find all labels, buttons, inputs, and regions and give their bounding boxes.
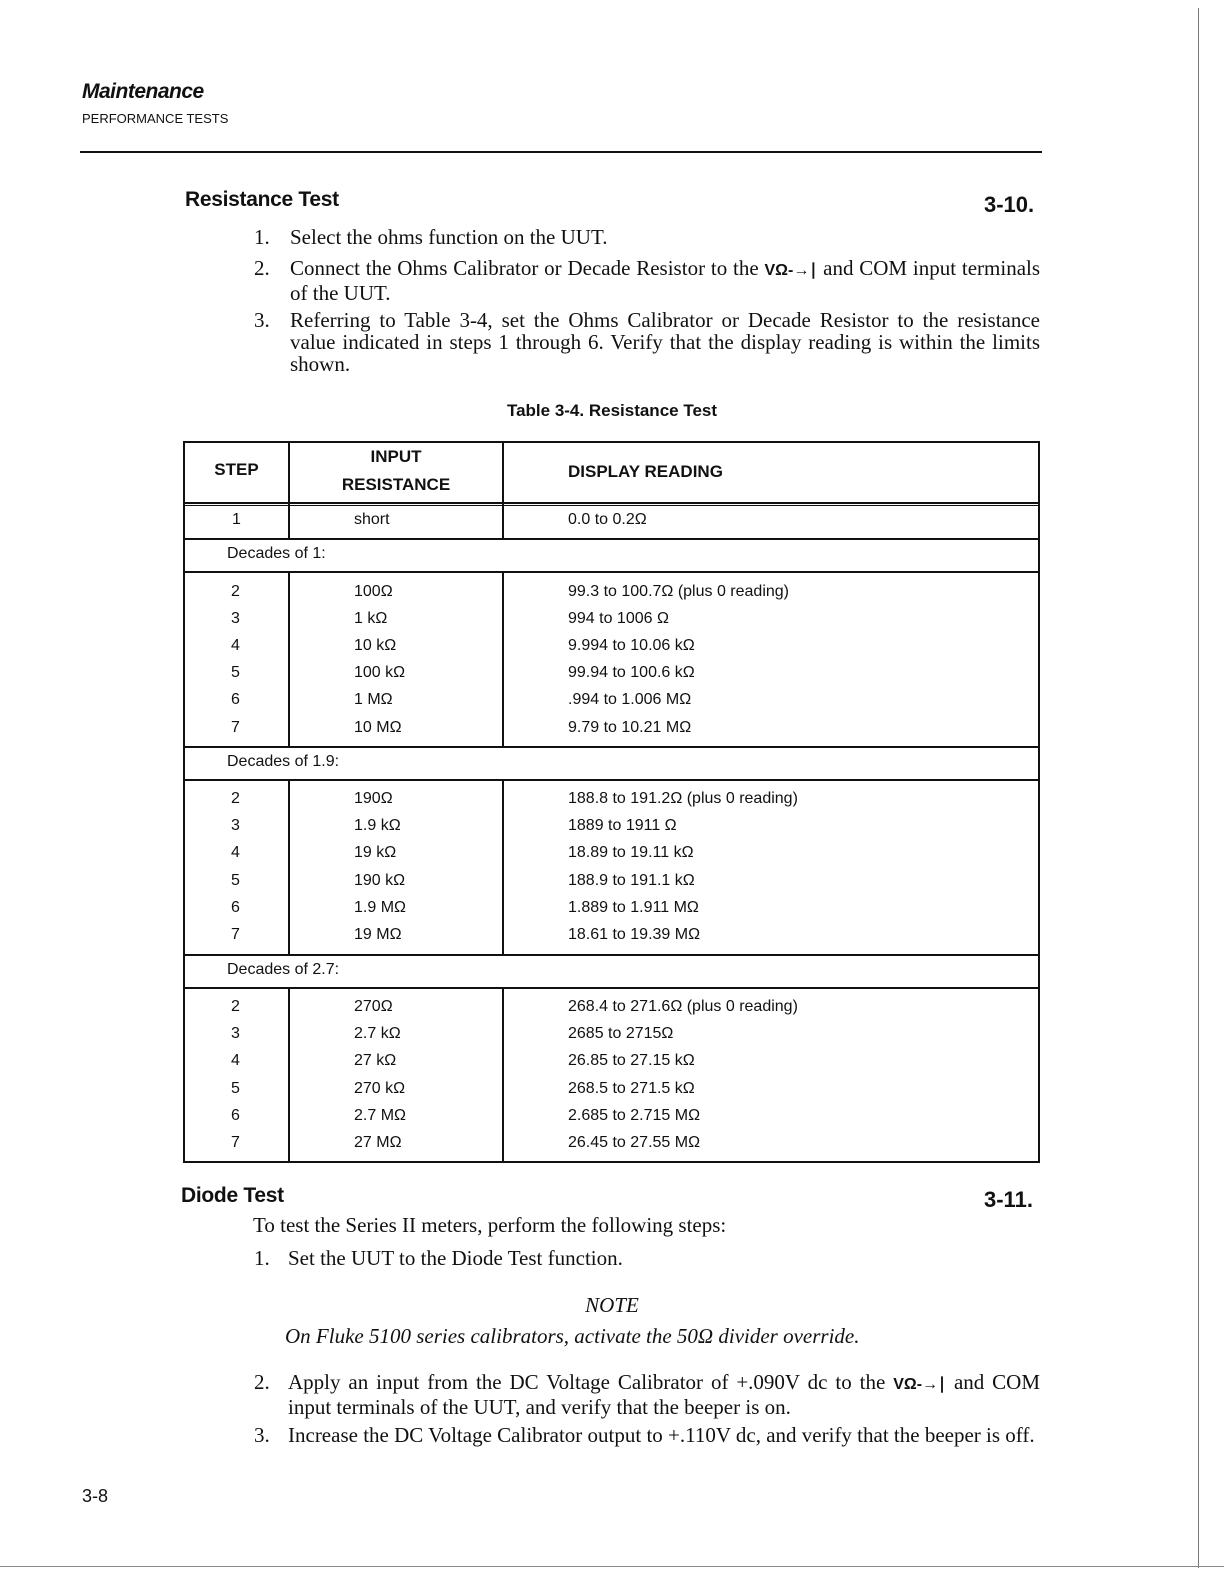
- table-cell-step: 6: [231, 1107, 240, 1124]
- table-col-rule: [502, 441, 504, 538]
- row-1-display: 0.0 to 0.2Ω: [568, 511, 647, 528]
- table-col-rule: [288, 987, 290, 1161]
- table-rule: [183, 538, 1040, 540]
- table-cell-input: 270 kΩ: [354, 1080, 406, 1097]
- table-cell-step: 7: [231, 926, 240, 943]
- table-cell-step: 2: [231, 583, 240, 600]
- table-border-left: [183, 441, 185, 1163]
- section-number-diode: 3-11.: [984, 1187, 1033, 1212]
- table-cell-display: 994 to 1006 Ω: [568, 610, 669, 627]
- step-number: 3.: [254, 308, 270, 332]
- step-number: 2.: [254, 256, 270, 280]
- step-text: Set the UUT to the Diode Test function.: [288, 1246, 623, 1270]
- section-number-resistance: 3-10.: [984, 192, 1035, 217]
- table-cell-input: 19 MΩ: [354, 926, 402, 943]
- table-cell-input: 10 kΩ: [354, 637, 397, 654]
- resistance-step-1: [254, 226, 1044, 250]
- table-cell-step: 4: [231, 1052, 240, 1069]
- table-cell-step: 4: [231, 844, 240, 861]
- table-cell-step: 3: [231, 610, 240, 627]
- table-cell-input: 2.7 kΩ: [354, 1025, 401, 1042]
- table-rule: [183, 571, 1040, 573]
- table-col-rule: [502, 571, 504, 746]
- table-col-rule: [502, 987, 504, 1161]
- table-col-rule: [502, 779, 504, 954]
- note-title: NOTE: [585, 1293, 639, 1317]
- page-edge-rule: [1198, 8, 1199, 1568]
- table-cell-display: .994 to 1.006 MΩ: [568, 691, 692, 708]
- table-cell-display: 268.4 to 271.6Ω (plus 0 reading): [568, 998, 798, 1015]
- table-cell-display: 188.9 to 191.1 kΩ: [568, 872, 695, 889]
- table-cell-step: 2: [231, 998, 240, 1015]
- table-cell-input: 19 kΩ: [354, 844, 397, 861]
- table-cell-input: 1 MΩ: [354, 691, 393, 708]
- table-cell-input: 27 MΩ: [354, 1134, 402, 1151]
- table-cell-input: 2.7 MΩ: [354, 1107, 406, 1124]
- table-cell-step: 4: [231, 637, 240, 654]
- step-number: 1.: [254, 1246, 270, 1270]
- header-step: STEP: [214, 460, 259, 479]
- table-border-top: [183, 441, 1040, 443]
- table-cell-display: 1889 to 1911 Ω: [568, 817, 677, 834]
- page-number: 3-8: [82, 1486, 109, 1506]
- table-cell-input: 190 kΩ: [354, 872, 406, 889]
- table-cell-display: 99.94 to 100.6 kΩ: [568, 664, 695, 681]
- table-border-bottom: [183, 1161, 1040, 1163]
- table-cell-display: 9.79 to 10.21 MΩ: [568, 719, 692, 736]
- header-input-line2: RESISTANCE: [341, 475, 451, 494]
- table-cell-input: 1 kΩ: [354, 610, 388, 627]
- table-cell-step: 5: [231, 872, 240, 889]
- table-border-right: [1038, 441, 1040, 1163]
- running-header-title: Maintenance: [82, 80, 204, 103]
- table-caption: Table 3-4. Resistance Test: [506, 401, 718, 420]
- table-cell-display: 18.89 to 19.11 kΩ: [568, 844, 694, 861]
- table-cell-display: 99.3 to 100.7Ω (plus 0 reading): [568, 583, 789, 600]
- table-header-rule-2: [183, 505, 1040, 506]
- note-body: On Fluke 5100 series calibrators, activate the 50Ω divider override.: [285, 1324, 860, 1348]
- step-text: Increase the DC Voltage Calibrator output to +.110V dc, and verify that the beeper is off.: [288, 1423, 1035, 1447]
- section-title-resistance: Resistance Test: [185, 188, 339, 211]
- step-text-a: Apply an input from the DC Voltage Calibrator of +.090V dc to the: [288, 1370, 886, 1394]
- table-cell-step: 3: [231, 1025, 240, 1042]
- table-cell-step: 6: [231, 899, 240, 916]
- step-text: Select the ohms function on the UUT.: [290, 225, 608, 249]
- section-title-diode: Diode Test: [181, 1184, 284, 1207]
- group-label-decades-1-9: Decades of 1.9:: [227, 753, 340, 770]
- table-cell-input: 100 kΩ: [354, 664, 406, 681]
- row-1-input: short: [354, 511, 390, 528]
- table-cell-display: 26.45 to 27.55 MΩ: [568, 1134, 701, 1151]
- group-label-decades-1: Decades of 1:: [227, 545, 326, 562]
- table-cell-input: 10 MΩ: [354, 719, 402, 736]
- step-number: 2.: [254, 1370, 270, 1394]
- table-cell-display: 18.61 to 19.39 MΩ: [568, 926, 701, 943]
- table-header-rule: [183, 502, 1040, 504]
- step-number: 1.: [254, 225, 270, 249]
- table-cell-display: 268.5 to 271.5 kΩ: [568, 1080, 695, 1097]
- running-header-subtitle: PERFORMANCE TESTS: [82, 111, 229, 126]
- table-cell-step: 6: [231, 691, 240, 708]
- page-bottom-rule: [0, 1566, 1224, 1567]
- table-cell-input: 270Ω: [354, 998, 393, 1015]
- table-cell-input: 1.9 kΩ: [354, 817, 401, 834]
- table-cell-input: 190Ω: [354, 790, 393, 807]
- table-cell-display: 188.8 to 191.2Ω (plus 0 reading): [568, 790, 798, 807]
- diode-intro: To test the Series II meters, perform the following steps:: [253, 1213, 727, 1237]
- resistance-step-3: [254, 309, 1044, 377]
- table-cell-input: 27 kΩ: [354, 1052, 397, 1069]
- header-rule: [80, 151, 1042, 153]
- table-rule: [183, 954, 1040, 956]
- table-cell-display: 26.85 to 27.15 kΩ: [568, 1052, 695, 1069]
- diode-step-1: [254, 1247, 1044, 1271]
- diode-step-3: [254, 1424, 1044, 1470]
- step-text-b: and COM input terminals of the UUT.: [290, 256, 1041, 305]
- table-rule: [183, 746, 1040, 748]
- table-cell-display: 9.994 to 10.06 kΩ: [568, 637, 695, 654]
- table-rule: [183, 987, 1040, 989]
- resistance-step-2: [254, 257, 1044, 303]
- table-col-rule: [288, 779, 290, 954]
- table-cell-step: 2: [231, 790, 240, 807]
- step-text: [290, 257, 1040, 304]
- step-text: Referring to Table 3-4, set the Ohms Calibrator or Decade Resistor to the resistance value indicated in steps 1 through 6. Verify that the display reading is within the limits shown.: [290, 308, 1040, 376]
- table-cell-step: 5: [231, 664, 240, 681]
- step-text: [288, 1371, 1040, 1418]
- table-cell-display: 2685 to 2715Ω: [568, 1025, 674, 1042]
- step-text-b: and COM input terminals of the UUT, and verify that the beeper is on.: [288, 1370, 1041, 1419]
- table-cell-input: 100Ω: [354, 583, 393, 600]
- table-cell-step: 3: [231, 817, 240, 834]
- table-cell-step: 7: [231, 1134, 240, 1151]
- table-cell-step: 7: [231, 719, 240, 736]
- table-cell-input: 1.9 MΩ: [354, 899, 406, 916]
- vohm-diode-terminal-symbol: VΩ-→∣: [893, 1376, 947, 1393]
- step-number: 3.: [254, 1423, 270, 1447]
- table-cell-display: 1.889 to 1.911 MΩ: [568, 899, 699, 916]
- table-cell-step: 5: [231, 1080, 240, 1097]
- row-1-step: 1: [232, 511, 241, 528]
- table-cell-display: 2.685 to 2.715 MΩ: [568, 1107, 701, 1124]
- table-rule: [183, 779, 1040, 781]
- header-input-line1: INPUT: [370, 447, 422, 466]
- diode-step-2: [254, 1371, 1044, 1417]
- header-display-reading: DISPLAY READING: [568, 462, 723, 481]
- table-col-rule: [288, 571, 290, 746]
- step-text-a: Connect the Ohms Calibrator or Decade Resistor to the: [290, 256, 759, 280]
- vohm-diode-terminal-symbol: VΩ-→∣: [764, 262, 818, 279]
- group-label-decades-2-7: Decades of 2.7:: [227, 961, 340, 978]
